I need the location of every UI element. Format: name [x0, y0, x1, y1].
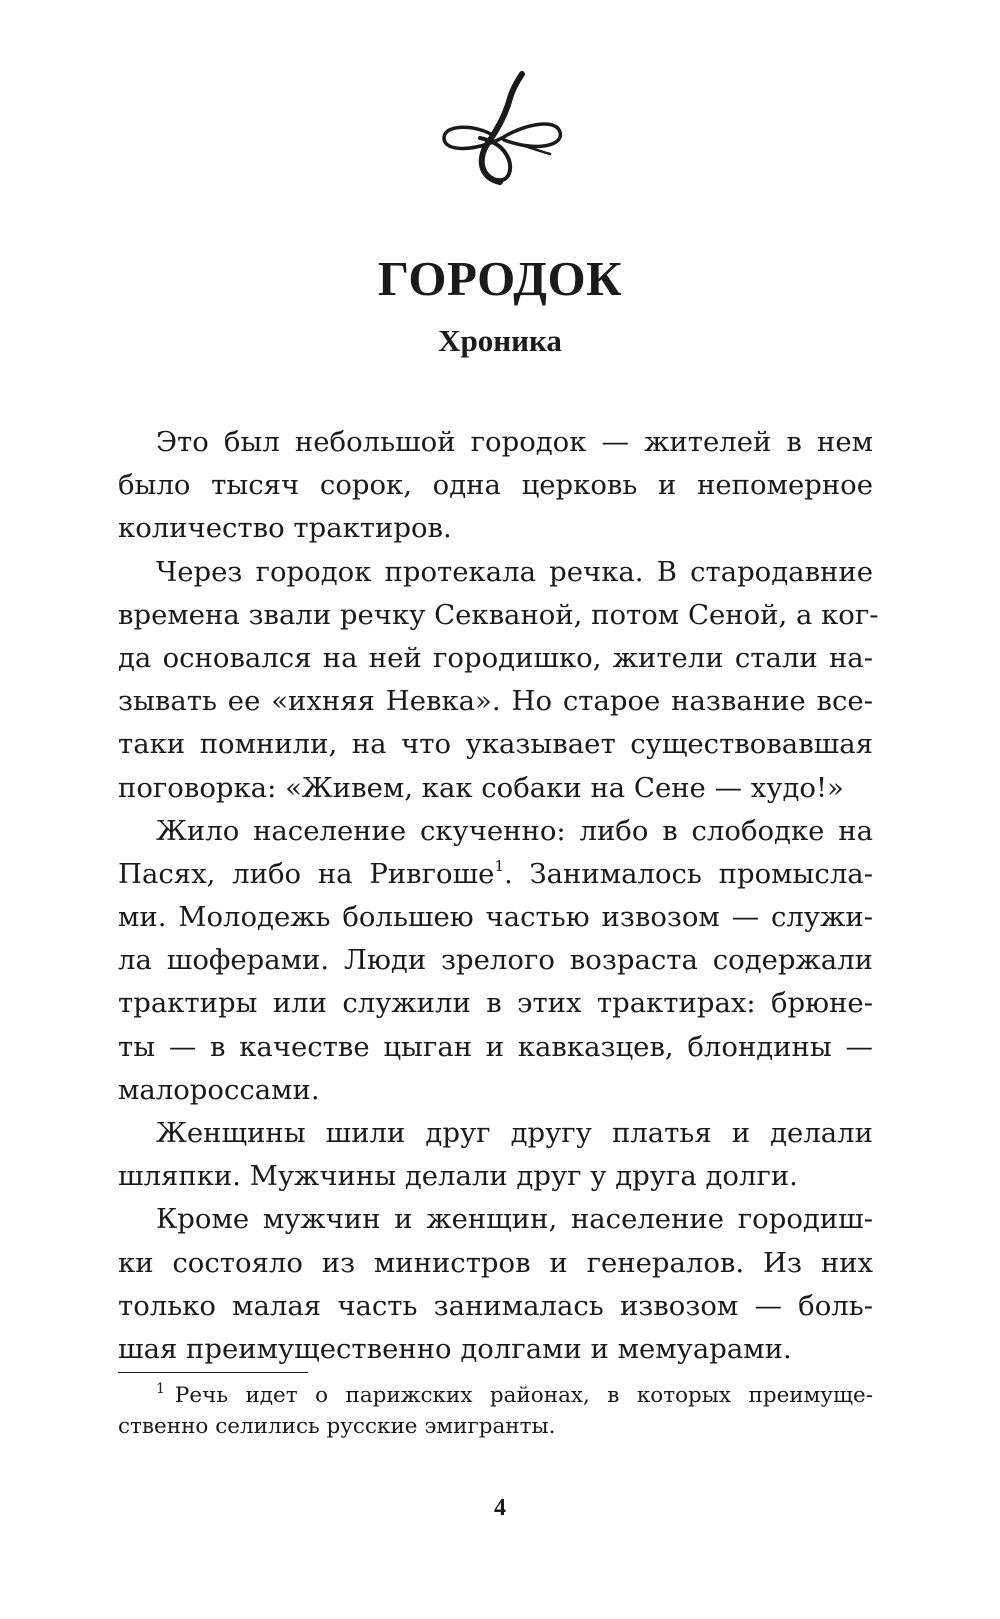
- text-line: шляпки. Мужчины делали друг у друга долги.: [118, 1160, 798, 1193]
- text-line: таки помнили, на что указывает существовавшая: [118, 728, 873, 761]
- text-line: шая преимущественно долгами и мемуарами.: [118, 1332, 792, 1365]
- paragraph: [118, 551, 879, 810]
- chapter-subtitle: Хроника: [438, 323, 562, 358]
- text-line: трактиры или служили в этих трактирах: брюне-: [118, 987, 873, 1020]
- footnote-line: ственно селились русские эмигранты.: [118, 1413, 556, 1439]
- text-line: поговорка: «Живем, как собаки на Сене — худо!»: [118, 771, 844, 804]
- text-line: да основался на ней городишко, жители стали на-: [118, 641, 873, 674]
- text-line: зывать ее «ихняя Невка». Но старое название все-: [118, 685, 873, 718]
- text-line: количество трактиров.: [118, 512, 452, 545]
- text-line: малороссами.: [118, 1073, 320, 1106]
- page-number: 4: [494, 1495, 506, 1521]
- text-line: ми. Молодежь большею частью извозом — служи-: [118, 901, 873, 934]
- text-line: Это был небольшой городок — жителей в нем: [156, 426, 873, 458]
- text-line-part: Пасях, либо на Ривгоше: [118, 857, 495, 890]
- text-line-part: Занималось промысла-: [529, 857, 873, 890]
- text-line: ты — в качестве цыган и кавказцев, блондины —: [118, 1030, 873, 1063]
- footnote: [118, 1381, 873, 1442]
- footnote-marker: 1: [156, 1381, 165, 1397]
- text-line: ки состояло из министров и генералов. Из них: [118, 1246, 873, 1279]
- footnote-divider: [118, 1372, 308, 1373]
- text-line: было тысяч сорок, одна церковь и непомерное: [118, 469, 873, 502]
- chapter-title: ГОРОДОК: [377, 251, 623, 306]
- paragraph: [118, 810, 873, 1112]
- calligraphic-flourish-icon: [440, 70, 570, 200]
- text-line: Жило население скученно: либо в слободке на: [156, 814, 873, 847]
- text-line: только малая часть занималась извозом — боль-: [118, 1289, 873, 1322]
- footnote-line: [118, 1381, 873, 1412]
- text-line: Через городок протекала речка. В стародавние: [156, 555, 873, 588]
- paragraph: [118, 421, 873, 551]
- text-line: времена звали речку Секваной, потом Сеной, а ког-: [118, 598, 879, 631]
- chapter-body: [118, 421, 879, 1371]
- text-line: ла шоферами. Люди зрелого возраста содержали: [118, 944, 873, 977]
- text-line: Женщины шили друг другу платья и делали: [156, 1117, 873, 1149]
- paragraph: [118, 1112, 873, 1198]
- footnote-reference[interactable]: 1: [494, 856, 504, 875]
- text-line: Пасях, либо на Ривгоше$^1$. Занималось промысла-: [118, 856, 873, 890]
- text-line: Кроме мужчин и женщин, население городиш-: [156, 1203, 873, 1236]
- footnote-text: Речь идет о парижских районах, в которых преимуще-: [174, 1383, 873, 1408]
- paragraph: [118, 1198, 873, 1371]
